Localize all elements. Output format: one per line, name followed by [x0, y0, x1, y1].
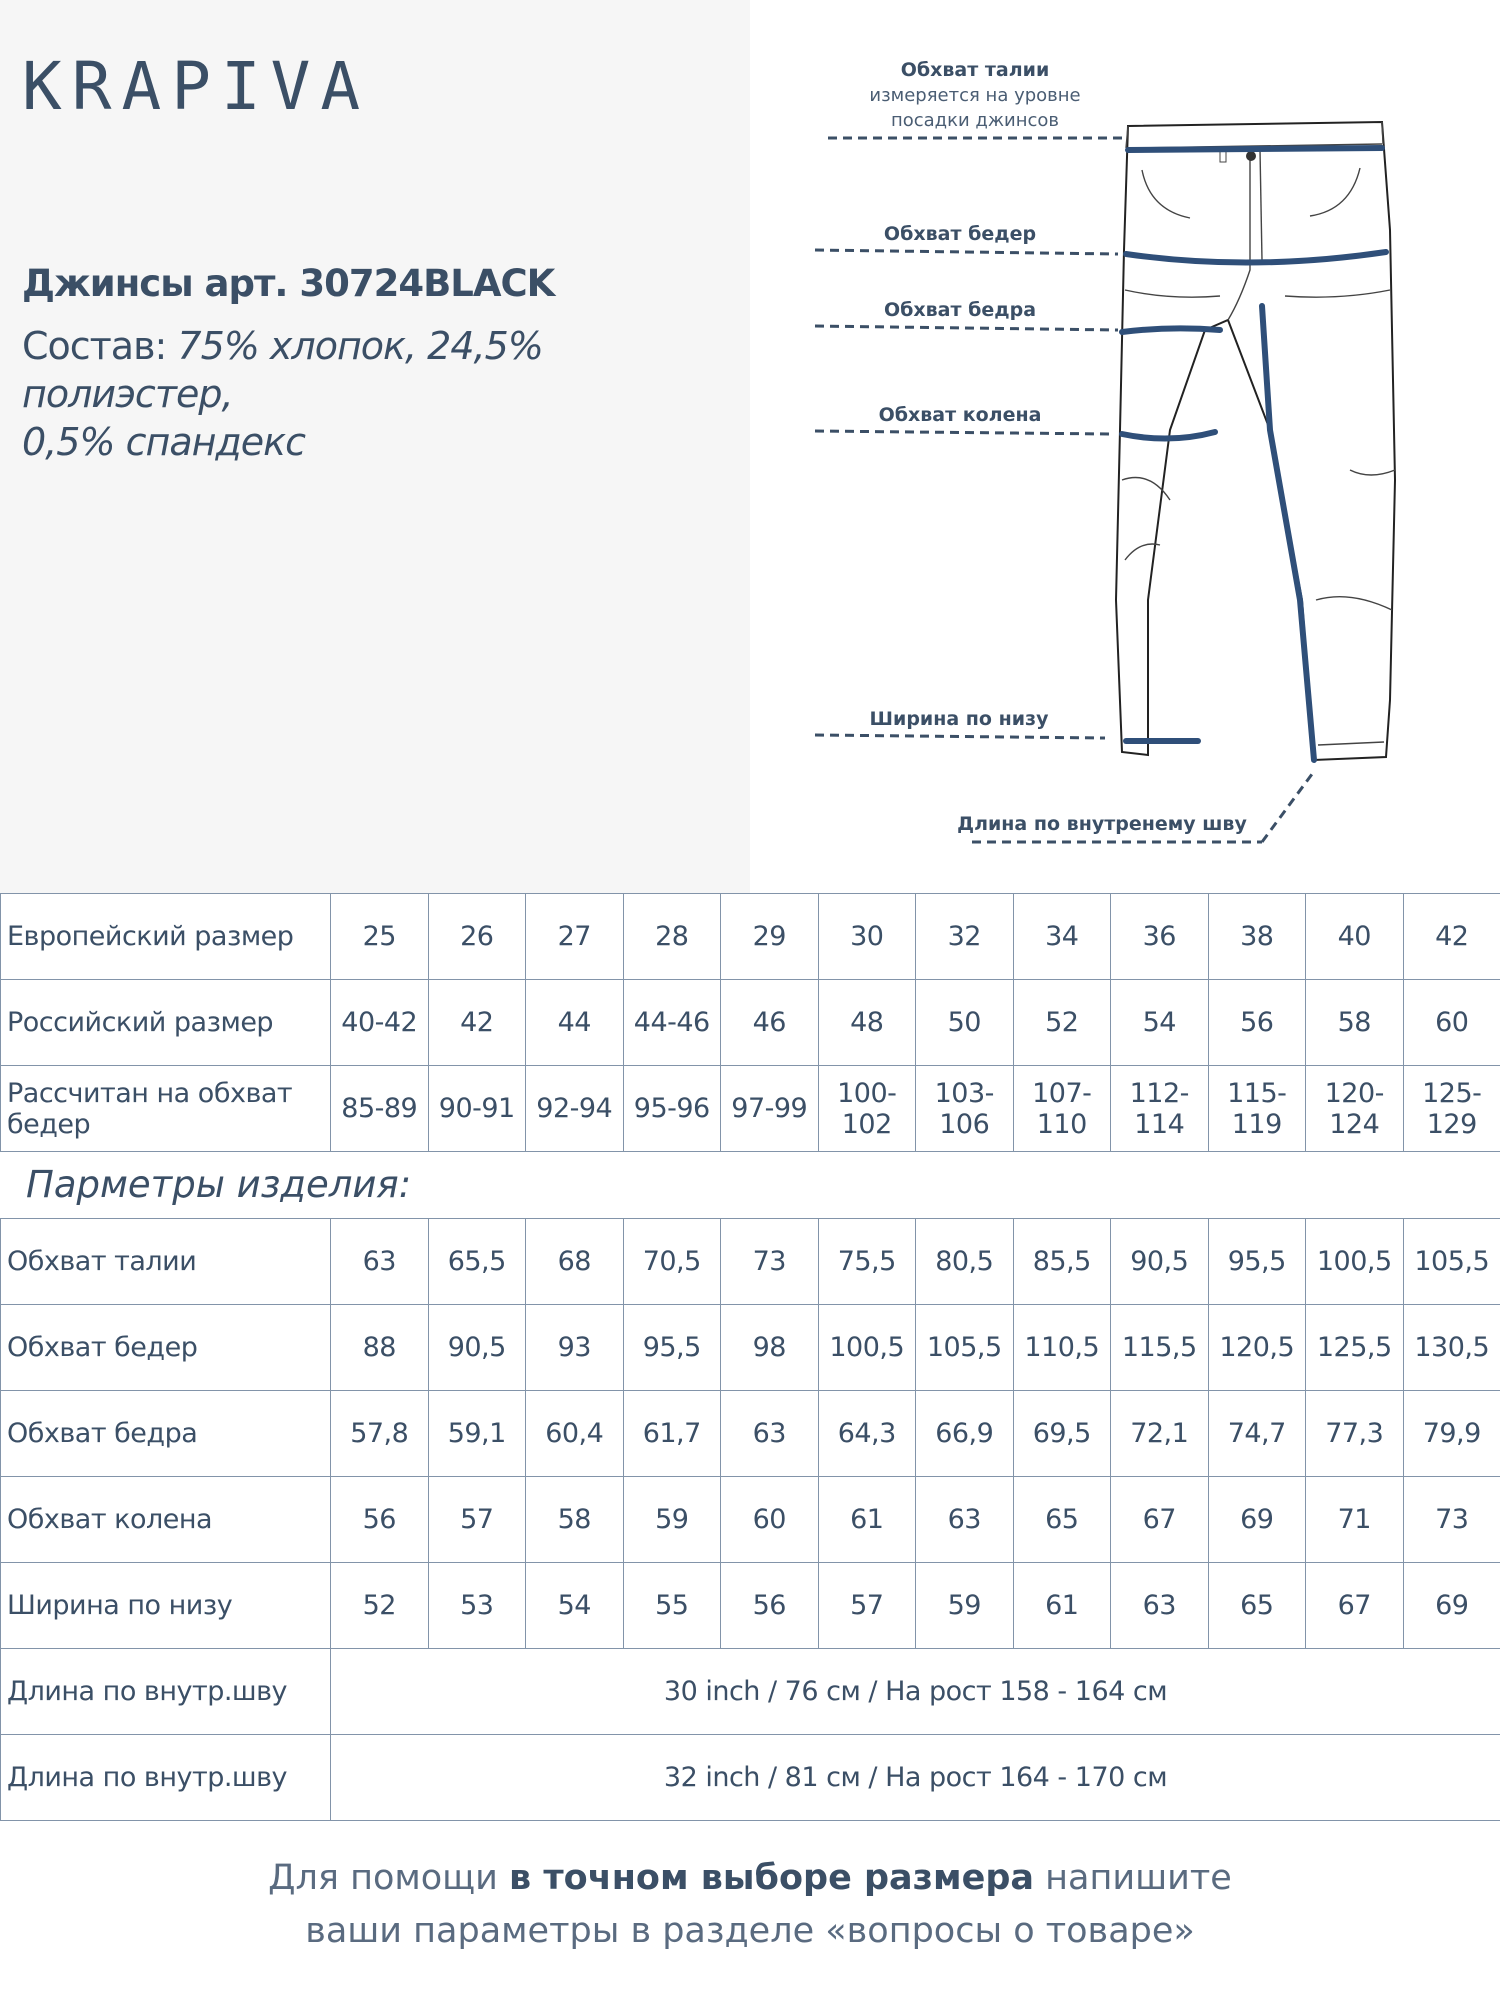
footer-text-pre: Для помощи: [268, 1858, 510, 1898]
table-cell: 107-110: [1013, 1066, 1111, 1152]
row-label: Европейский размер: [1, 894, 331, 980]
table-cell: 130,5: [1403, 1305, 1500, 1391]
table-cell: 115-119: [1208, 1066, 1306, 1152]
table-cell: 60,4: [526, 1391, 624, 1477]
table-cell: 95-96: [623, 1066, 721, 1152]
waist-label: Обхват талии: [900, 59, 1050, 81]
brand-logo: KRAPIVA: [22, 48, 371, 125]
table-cell: 54: [1111, 980, 1209, 1066]
table-cell: 61: [1013, 1563, 1111, 1649]
table-cell: 32: [916, 894, 1014, 980]
table-cell: 65: [1208, 1563, 1306, 1649]
table-cell: 66,9: [916, 1391, 1014, 1477]
hips-label: Обхват бедер: [883, 223, 1037, 245]
table-cell: 67: [1111, 1477, 1209, 1563]
table-cell: 67: [1306, 1563, 1404, 1649]
table-cell: 93: [526, 1305, 624, 1391]
table-cell: 90,5: [428, 1305, 526, 1391]
table-cell: 44: [526, 980, 624, 1066]
table-cell: 90,5: [1111, 1219, 1209, 1305]
info-panel: [0, 0, 750, 893]
table-cell: 50: [916, 980, 1014, 1066]
size-table: [0, 893, 1500, 1152]
table-cell: 85-89: [331, 1066, 429, 1152]
table-cell: 63: [916, 1477, 1014, 1563]
table-cell: 59: [916, 1563, 1014, 1649]
product-title: Джинсы арт. 30724BLACK: [22, 262, 555, 305]
table-cell: 92-94: [526, 1066, 624, 1152]
table-cell: 112-114: [1111, 1066, 1209, 1152]
table-cell: 74,7: [1208, 1391, 1306, 1477]
inseam-label: Длина по внутренему шву: [957, 813, 1247, 835]
params-title: Парметры изделия:: [26, 1163, 412, 1206]
table-cell: 63: [1111, 1563, 1209, 1649]
row-label: Длина по внутр.шву: [1, 1649, 331, 1735]
table-cell: 57,8: [331, 1391, 429, 1477]
knee-label: Обхват колена: [878, 404, 1042, 426]
table-cell: 27: [526, 894, 624, 980]
table-cell: 98: [721, 1305, 819, 1391]
table-cell: 85,5: [1013, 1219, 1111, 1305]
table-cell: 61: [818, 1477, 916, 1563]
table-cell: 65: [1013, 1477, 1111, 1563]
jeans-illustration: [750, 0, 1500, 893]
table-cell: 72,1: [1111, 1391, 1209, 1477]
table-cell: 28: [623, 894, 721, 980]
table-cell: 60: [1403, 980, 1500, 1066]
table-cell: 46: [721, 980, 819, 1066]
table-cell: 120-124: [1306, 1066, 1404, 1152]
table-cell: 77,3: [1306, 1391, 1404, 1477]
table-cell: 70,5: [623, 1219, 721, 1305]
table-cell: 125-129: [1403, 1066, 1500, 1152]
table-row: [1, 1735, 1500, 1821]
table-row: [1, 1066, 1500, 1152]
inseam-value: 30 inch / 76 см / На рост 158 - 164 см: [331, 1649, 1500, 1735]
table-cell: 36: [1111, 894, 1209, 980]
table-cell: 105,5: [916, 1305, 1014, 1391]
table-cell: 95,5: [623, 1305, 721, 1391]
table-cell: 64,3: [818, 1391, 916, 1477]
inseam-value: 32 inch / 81 см / На рост 164 - 170 см: [331, 1735, 1500, 1821]
table-cell: 73: [721, 1219, 819, 1305]
table-cell: 100,5: [1306, 1219, 1404, 1305]
table-row: [1, 1563, 1500, 1649]
table-cell: 53: [428, 1563, 526, 1649]
table-cell: 34: [1013, 894, 1111, 980]
table-cell: 38: [1208, 894, 1306, 980]
row-label: Российский размер: [1, 980, 331, 1066]
table-cell: 58: [526, 1477, 624, 1563]
composition-value-1: 75% хлопок, 24,5% полиэстер,: [22, 324, 543, 416]
table-cell: 69: [1208, 1477, 1306, 1563]
waist-note-2: посадки джинсов: [890, 110, 1060, 131]
table-cell: 42: [428, 980, 526, 1066]
row-label: Обхват талии: [1, 1219, 331, 1305]
table-cell: 44-46: [623, 980, 721, 1066]
table-cell: 60: [721, 1477, 819, 1563]
table-row: [1, 1391, 1500, 1477]
thigh-label: Обхват бедра: [883, 299, 1037, 321]
table-cell: 80,5: [916, 1219, 1014, 1305]
composition-label: Состав:: [22, 324, 167, 368]
table-cell: 40-42: [331, 980, 429, 1066]
table-row: [1, 980, 1500, 1066]
table-cell: 54: [526, 1563, 624, 1649]
table-cell: 58: [1306, 980, 1404, 1066]
table-cell: 25: [331, 894, 429, 980]
footer-text-line2: ваши параметры в разделе «вопросы о товаре»: [305, 1911, 1195, 1951]
table-cell: 57: [818, 1563, 916, 1649]
row-label: Обхват бедер: [1, 1305, 331, 1391]
table-cell: 88: [331, 1305, 429, 1391]
table-cell: 56: [1208, 980, 1306, 1066]
table-cell: 42: [1403, 894, 1500, 980]
hem-label: Ширина по низу: [869, 708, 1049, 730]
table-cell: 55: [623, 1563, 721, 1649]
table-cell: 105,5: [1403, 1219, 1500, 1305]
table-cell: 115,5: [1111, 1305, 1209, 1391]
row-label: Ширина по низу: [1, 1563, 331, 1649]
table-cell: 59,1: [428, 1391, 526, 1477]
table-cell: 30: [818, 894, 916, 980]
table-cell: 71: [1306, 1477, 1404, 1563]
composition-value-2: 0,5% спандекс: [22, 420, 305, 464]
row-label: Длина по внутр.шву: [1, 1735, 331, 1821]
table-cell: 100-102: [818, 1066, 916, 1152]
table-cell: 68: [526, 1219, 624, 1305]
table-cell: 52: [1013, 980, 1111, 1066]
table-cell: 48: [818, 980, 916, 1066]
table-cell: 97-99: [721, 1066, 819, 1152]
row-label: Обхват колена: [1, 1477, 331, 1563]
table-cell: 125,5: [1306, 1305, 1404, 1391]
table-cell: 63: [721, 1391, 819, 1477]
table-cell: 100,5: [818, 1305, 916, 1391]
table-cell: 65,5: [428, 1219, 526, 1305]
row-label: Рассчитан на обхват бедер: [1, 1066, 331, 1152]
table-cell: 29: [721, 894, 819, 980]
table-row: [1, 1477, 1500, 1563]
params-table: [0, 1218, 1500, 1821]
table-cell: 52: [331, 1563, 429, 1649]
help-footer: [0, 1852, 1500, 1958]
table-cell: 95,5: [1208, 1219, 1306, 1305]
footer-text-bold: в точном выборе размера: [509, 1858, 1035, 1898]
table-cell: 56: [331, 1477, 429, 1563]
table-cell: 69,5: [1013, 1391, 1111, 1477]
waist-note-1: измеряется на уровне: [869, 85, 1081, 106]
footer-text-post: напишите: [1034, 1858, 1232, 1898]
composition: [22, 322, 742, 466]
row-label: Обхват бедра: [1, 1391, 331, 1477]
table-row: [1, 1305, 1500, 1391]
table-row: [1, 1219, 1500, 1305]
table-cell: 61,7: [623, 1391, 721, 1477]
table-cell: 103-106: [916, 1066, 1014, 1152]
table-cell: 90-91: [428, 1066, 526, 1152]
table-cell: 75,5: [818, 1219, 916, 1305]
table-cell: 110,5: [1013, 1305, 1111, 1391]
table-cell: 73: [1403, 1477, 1500, 1563]
table-cell: 40: [1306, 894, 1404, 980]
table-row: [1, 1649, 1500, 1735]
table-cell: 59: [623, 1477, 721, 1563]
table-cell: 57: [428, 1477, 526, 1563]
table-cell: 79,9: [1403, 1391, 1500, 1477]
table-cell: 56: [721, 1563, 819, 1649]
table-cell: 120,5: [1208, 1305, 1306, 1391]
measurement-diagram: [750, 0, 1500, 893]
table-cell: 26: [428, 894, 526, 980]
table-cell: 69: [1403, 1563, 1500, 1649]
table-row: [1, 894, 1500, 980]
table-cell: 63: [331, 1219, 429, 1305]
